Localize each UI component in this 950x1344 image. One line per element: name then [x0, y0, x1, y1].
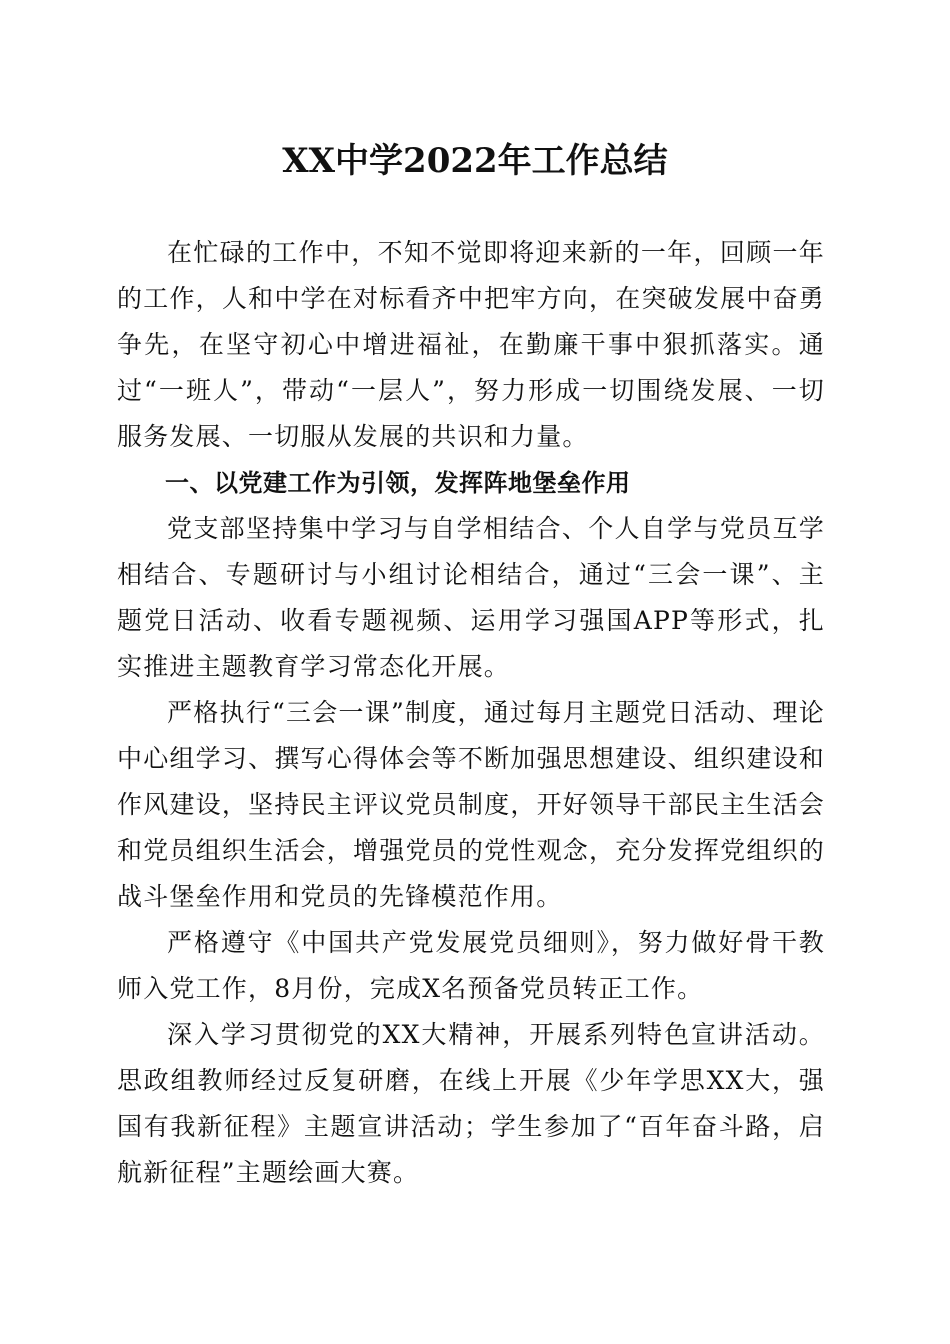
section-1-paragraph-3: 严格遵守《中国共产党发展党员细则》，努力做好骨干教师入党工作，8月份，完成X名预备党员转正工作。 — [117, 928, 825, 1003]
intro-paragraph: 在忙碌的工作中，不知不觉即将迎来新的一年，回顾一年的工作，人和中学在对标看齐中把牢方向，在突破发展中奋勇争先，在坚守初心中增进福祉，在勤廉干事中狠抓落实。通过“一班人”，带动“一层人”，努力形成一切围绕发展、一切服务发展、一切服从发展的共识和力量。 — [117, 238, 825, 451]
section-1-paragraph-2: 严格执行“三会一课”制度，通过每月主题党日活动、理论中心组学习、撰写心得体会等不断加强思想建设、组织建设和作风建设，坚持民主评议党员制度，开好领导干部民主生活会和党员组织生活会，增强党员的党性观念，充分发挥党组织的战斗堡垒作用和党员的先锋模范作用。 — [117, 698, 825, 911]
section-1-paragraph-1: 党支部坚持集中学习与自学相结合、个人自学与党员互学相结合、专题研讨与小组讨论相结合，通过“三会一课”、主题党日活动、收看专题视频、运用学习强国APP等形式，扎实推进主题教育学习常态化开展。 — [117, 514, 825, 681]
section-1-heading: 一、以党建工作为引领，发挥阵地堡垒作用 — [165, 469, 631, 497]
document-title: XX中学2022年工作总结 — [282, 141, 668, 181]
document-body — [117, 230, 825, 1196]
section-1-paragraph-4: 深入学习贯彻党的XX大精神，开展系列特色宣讲活动。思政组教师经过反复研磨，在线上开展《少年学思XX大，强国有我新征程》主题宣讲活动；学生参加了“百年奋斗路，启航新征程”主题绘画大赛。 — [117, 1020, 825, 1187]
